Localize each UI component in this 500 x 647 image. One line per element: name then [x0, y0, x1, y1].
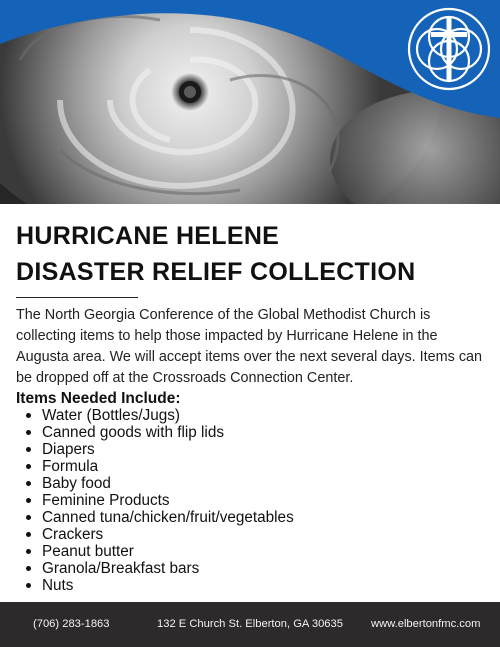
bullet-icon	[26, 532, 31, 537]
footer-phone: (706) 283-1863	[33, 618, 110, 630]
list-item	[22, 424, 294, 441]
list-item	[22, 475, 294, 492]
title-line-2: DISASTER RELIEF COLLECTION	[16, 258, 416, 286]
list-item-label: Crackers	[42, 526, 104, 543]
list-item-label: Canned tuna/chicken/fruit/vegetables	[42, 509, 294, 526]
intro-paragraph: The North Georgia Conference of the Global Methodist Church is collecting items to help those impacted by Hurricane Helene in the Augusta area. We will accept items over the next several days. Items can be dropped off at the Crossroads Connection Center.	[16, 307, 483, 386]
list-item	[22, 526, 294, 543]
bullet-icon	[26, 447, 31, 452]
bullet-icon	[26, 498, 31, 503]
bullet-icon	[26, 464, 31, 469]
bullet-icon	[26, 413, 31, 418]
list-item-label: Granola/Breakfast bars	[42, 560, 200, 577]
footer-address: 132 E Church St. Elberton, GA 30635	[157, 618, 343, 630]
list-item-label: Baby food	[42, 475, 111, 492]
list-item-label: Diapers	[42, 441, 95, 458]
list-item	[22, 441, 294, 458]
title-line-1: HURRICANE HELENE	[16, 222, 280, 250]
bullet-icon	[26, 583, 31, 588]
list-item	[22, 543, 294, 560]
list-item-label: Water (Bottles/Jugs)	[42, 407, 180, 424]
bullet-icon	[26, 481, 31, 486]
hurricane-satellite-image	[0, 0, 500, 204]
list-item	[22, 492, 294, 509]
list-item-label: Formula	[42, 458, 99, 475]
list-item-label: Canned goods with flip lids	[42, 424, 224, 441]
bullet-icon	[26, 566, 31, 571]
list-item	[22, 458, 294, 475]
bullet-icon	[26, 549, 31, 554]
list-item	[22, 407, 294, 424]
page-title	[16, 218, 486, 290]
bullet-icon	[26, 430, 31, 435]
bullet-icon	[26, 515, 31, 520]
cross-globe-logo	[406, 6, 492, 92]
footer-website-link[interactable]: www.elbertonfmc.com	[371, 618, 481, 630]
items-heading: Items Needed Include:	[16, 390, 181, 407]
items-list	[22, 407, 294, 594]
list-item-label: Nuts	[42, 577, 74, 594]
footer	[0, 602, 500, 647]
list-item-label: Peanut butter	[42, 543, 134, 560]
list-item	[22, 509, 294, 526]
title-divider	[16, 297, 138, 298]
list-item-label: Feminine Products	[42, 492, 170, 509]
list-item	[22, 577, 294, 594]
list-item	[22, 560, 294, 577]
